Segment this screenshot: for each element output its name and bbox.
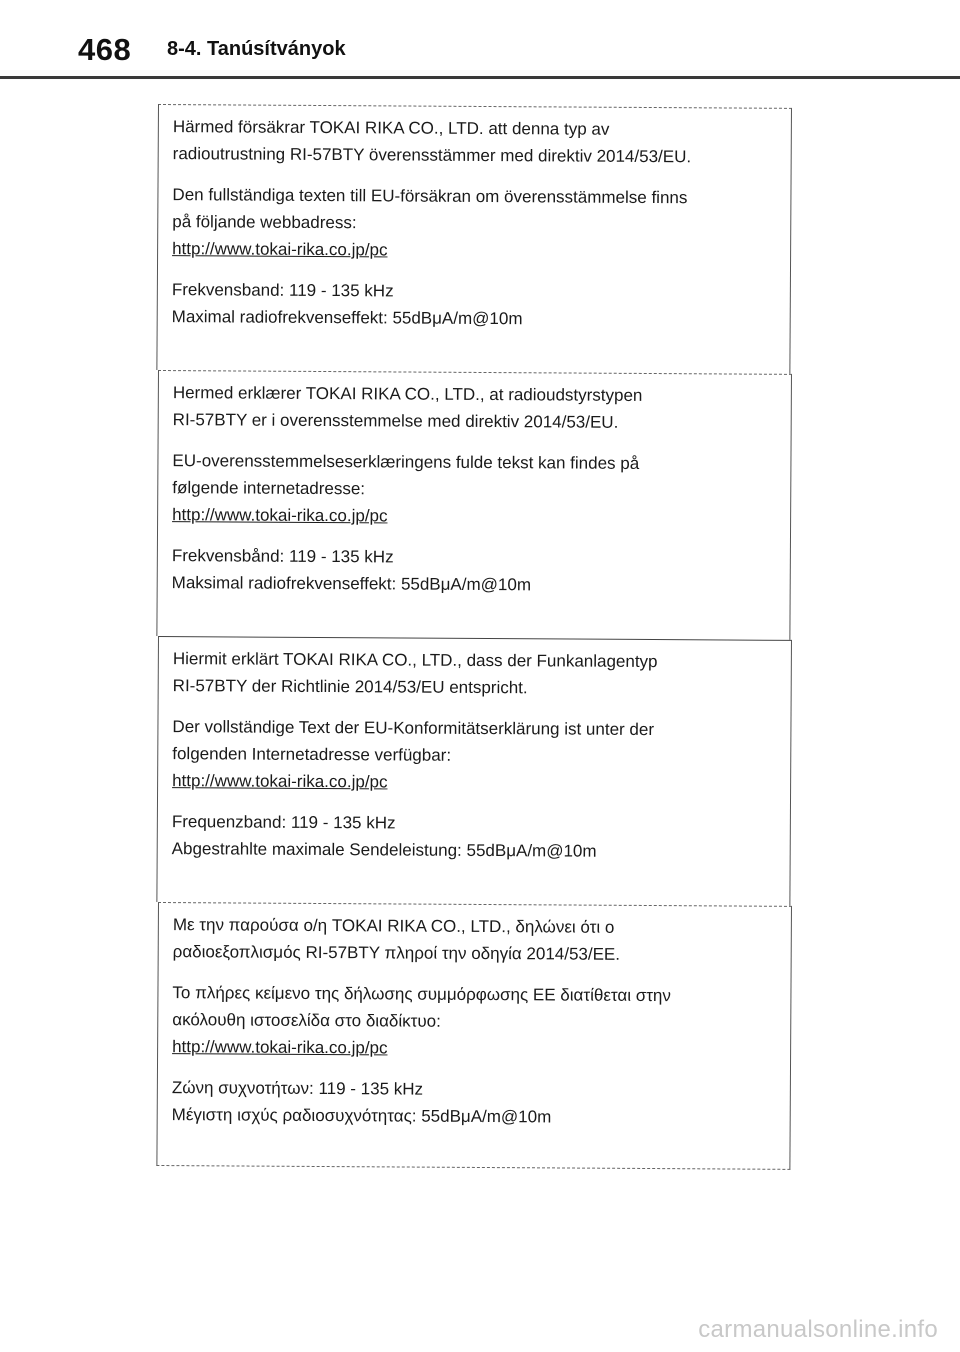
statement-line: Härmed försäkrar TOKAI RIKA CO., LTD. att denna typ av xyxy=(172,117,610,139)
technical-specs xyxy=(172,808,776,866)
declaration-greek xyxy=(156,902,792,1170)
page-number: 468 xyxy=(78,32,132,67)
statement-line: Με την παρούσα ο/η TOKAI RIKA CO., LTD., δηλώνει ότι ο xyxy=(172,915,615,937)
fulltext-line: Der vollständige Text der EU-Konformitätserklärung ist unter der xyxy=(172,717,655,740)
frequency-band: Ζώνη συχνοτήτων: 119 - 135 kHz xyxy=(171,1078,424,1099)
statement-line: RI-57BTY er i overensstemmelse med direktiv 2014/53/EU. xyxy=(172,410,619,432)
fulltext-info xyxy=(172,447,776,532)
frequency-band: Frekvensbånd: 119 - 135 kHz xyxy=(171,546,394,567)
max-power: Maksimal radiofrekvenseffekt: 55dBμA/m@10m xyxy=(171,573,532,595)
watermark: carmanualsonline.info xyxy=(698,1316,938,1343)
declarations-panel xyxy=(158,104,794,1167)
fulltext-line: Το πλήρες κείμενο της δήλωσης συμμόρφωσης ΕΕ διατίθεται στην xyxy=(172,983,671,1006)
fulltext-line: følgende internetadresse: xyxy=(172,478,366,499)
declaration-german xyxy=(156,636,792,906)
declaration-url-link[interactable]: http://www.tokai-rika.co.jp/pc xyxy=(172,1037,388,1058)
technical-specs xyxy=(172,276,776,334)
header-divider xyxy=(0,76,960,79)
fulltext-info xyxy=(172,979,776,1064)
statement-line: Hiermit erklärt TOKAI RIKA CO., LTD., dass der Funkanlagentyp xyxy=(172,649,658,672)
fulltext-line: Den fullständiga texten till EU-försäkran om överensstämmelse finns xyxy=(172,185,688,208)
max-power: Μέγιστη ισχύς ραδιοσυχνότητας: 55dBμA/m@10m xyxy=(171,1105,552,1127)
fulltext-info xyxy=(172,713,776,798)
statement xyxy=(173,113,777,171)
declaration-danish xyxy=(156,370,792,640)
page-header xyxy=(0,0,960,78)
fulltext-line: på följande webbadress: xyxy=(172,212,357,233)
technical-specs xyxy=(172,1074,776,1132)
max-power: Abgestrahlte maximale Sendeleistung: 55dBμA/m@10m xyxy=(171,839,597,861)
declaration-swedish xyxy=(156,104,792,374)
statement-line: radioutrustning RI-57BTY överensstämmer med direktiv 2014/53/EU. xyxy=(172,144,692,167)
section-title: 8-4. Tanúsítványok xyxy=(167,38,346,60)
declaration-url-link[interactable]: http://www.tokai-rika.co.jp/pc xyxy=(172,239,388,260)
technical-specs xyxy=(172,542,776,600)
statement-line: RI-57BTY der Richtlinie 2014/53/EU entspricht. xyxy=(172,676,528,698)
max-power: Maximal radiofrekvenseffekt: 55dBμA/m@10m xyxy=(171,307,523,329)
frequency-band: Frequenzband: 119 - 135 kHz xyxy=(171,812,396,833)
declaration-url-link[interactable]: http://www.tokai-rika.co.jp/pc xyxy=(172,505,388,526)
statement-line: Hermed erklærer TOKAI RIKA CO., LTD., at radioudstyrstypen xyxy=(172,383,643,405)
fulltext-info xyxy=(172,181,776,266)
statement xyxy=(173,645,777,703)
fulltext-line: EU-overensstemmelseserklæringens fulde tekst kan findes på xyxy=(172,451,640,473)
fulltext-line: ακόλουθη ιστοσελίδα στο διαδίκτυο: xyxy=(172,1010,441,1031)
statement xyxy=(173,379,777,437)
declaration-url-link[interactable]: http://www.tokai-rika.co.jp/pc xyxy=(172,771,388,792)
statement-line: ραδιοεξοπλισμός RI-57BTY πληροί την οδηγία 2014/53/ΕΕ. xyxy=(172,942,621,964)
fulltext-line: folgenden Internetadresse verfügbar: xyxy=(172,744,452,765)
frequency-band: Frekvensband: 119 - 135 kHz xyxy=(171,280,394,301)
statement xyxy=(173,911,777,969)
